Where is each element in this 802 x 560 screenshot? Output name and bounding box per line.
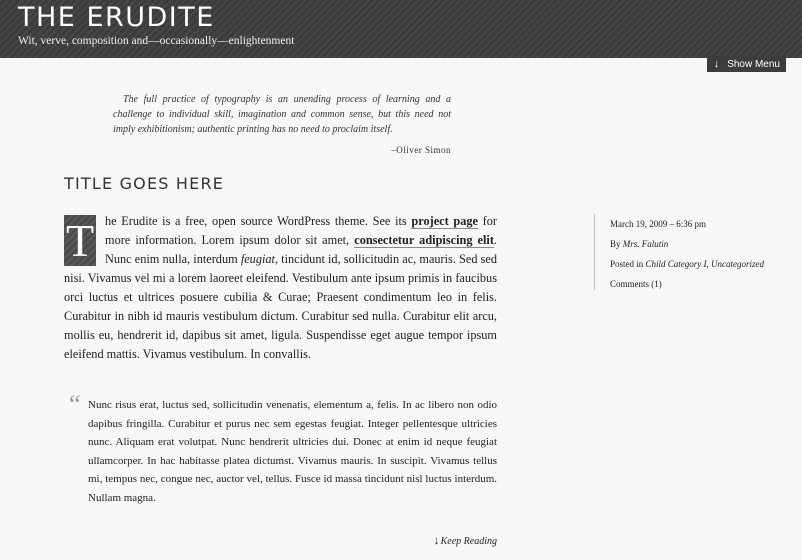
blockquote: Nunc risus erat, luctus sed, sollicitudin venenatis, elementum a, felis. In ac libero non odio dapibus fringilla. Curabitur et purus nec sem egestas feugiat. Integer pellentesque ultricies nunc. Aliquam erat volutpat. Nunc hendrerit ultricies dui. Donec at enim id neque feugiat ullamcorper. In hac habitasse platea dictumst. Vivamus mauris. In suscipit. Vivamus tellus mi, tempus nec, congue nec, auctor vel, tellus. Fusce id massa tincidunt nisl luctus interdum. Nullam magna. — [88, 399, 497, 504]
project-page-link[interactable]: project page — [411, 214, 478, 228]
keep-reading-label: Keep Reading — [440, 536, 497, 547]
post-paragraph — [64, 212, 497, 364]
post-meta — [594, 214, 800, 290]
site-title[interactable]: THE ERUDITE — [18, 2, 215, 33]
post-title[interactable]: TITLE GOES HERE — [64, 174, 225, 193]
site-tagline: Wit, verve, composition and—occasionally—enlightenment — [18, 35, 295, 47]
site-header — [0, 0, 802, 58]
comments-link[interactable]: Comments (1) — [610, 279, 662, 289]
down-arrow-icon: ↓ — [713, 58, 720, 70]
by-label: By — [610, 239, 623, 249]
keep-reading-link[interactable] — [434, 533, 497, 548]
post-author-line — [610, 234, 800, 254]
posted-in-label: Posted in — [610, 259, 646, 269]
epigraph — [113, 92, 451, 158]
author-link[interactable]: Mrs. Falutin — [622, 239, 669, 249]
paragraph-text-2: for more information. Lorem ipsum dolor sit amet, — [105, 214, 498, 247]
post-content — [64, 212, 497, 364]
show-menu-label: Show Menu — [727, 59, 780, 70]
post-categories-line — [610, 254, 800, 274]
consectetur-link[interactable]: consectetur adipiscing elit — [354, 233, 494, 247]
epigraph-attribution: –Oliver Simon — [391, 145, 451, 155]
show-menu-button[interactable] — [707, 56, 786, 72]
paragraph-italic: feugiat — [240, 252, 275, 266]
quote-mark-icon: “ — [69, 390, 81, 419]
categories-link[interactable]: Child Category I, Uncategorized — [645, 259, 765, 269]
epigraph-text: The full practice of typography is an unending process of learning and a challenge to individual skill, imagination and common sense, but this need not imply exhibitionism; authentic printing has no need to proclaim itself. — [113, 94, 451, 135]
paragraph-text-4: , tincidunt id, sollicitudin ac, mauris. Sed sed nisi. Vivamus vel mi a lorem laoreet eleifend. Vestibulum ante ipsum primis in faucibus orci luctus et ultrices posuere cubilia & Curae; Praesent condimentum leo in felis. Curabitur in nibh id mauris vestibulum dictum. Curabitur sed nulla. Curabitur elit arcu, mollis eu, hendrerit id, dapibus sit amet, ligula. Suspendisse eget augue tempor ipsum eleifend mattis. Vivamus vestibulum. In convallis. — [64, 252, 498, 361]
dropcap: T — [65, 215, 95, 266]
paragraph-text-1: he Erudite is a free, open source WordPress theme. See its — [105, 214, 412, 228]
paragraph-text-3: . Nunc enim nulla, interdum — [105, 233, 497, 266]
post-date: March 19, 2009 – 6:36 pm — [610, 219, 706, 229]
down-arrow-icon: ↓ — [433, 533, 440, 547]
